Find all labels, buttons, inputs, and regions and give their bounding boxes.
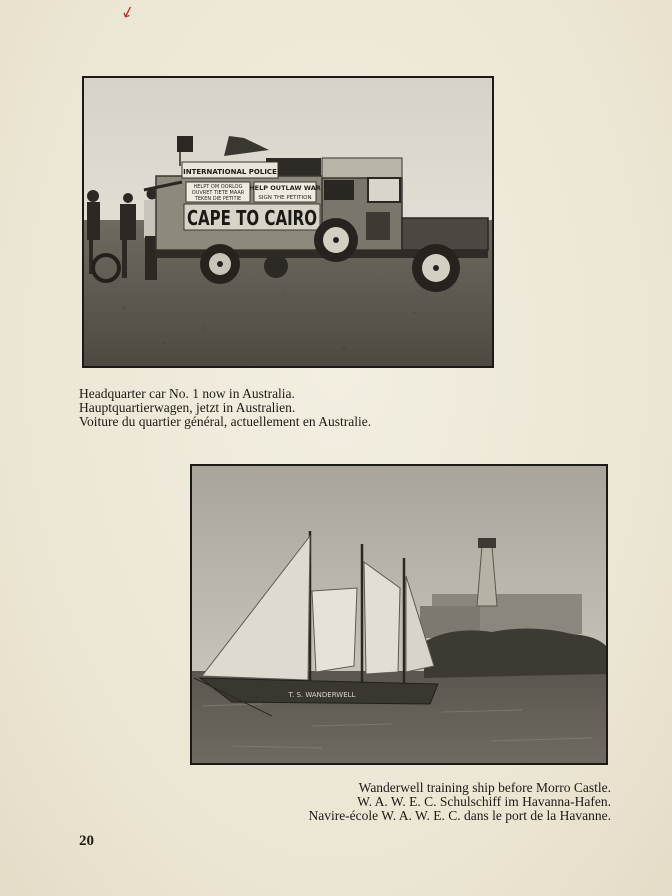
sign-dutch-line-3: TEKEN DIE PETITIE: [194, 196, 242, 202]
photo-headquarter-car: [82, 76, 494, 368]
photo-training-ship: [190, 464, 608, 765]
caption-german: Hauptquartierwagen, jetzt in Australien.: [79, 400, 296, 415]
caption-english: Wanderwell training ship before Morro Castle.: [358, 780, 611, 795]
sign-cape-to-cairo: CAPE TO CAIRO: [187, 206, 317, 230]
caption-english: Headquarter car No. 1 now in Australia.: [79, 386, 295, 401]
caption-headquarter-car: [79, 387, 371, 429]
page-number: 20: [79, 833, 94, 849]
sign-outlaw-war: HELP OUTLAW WAR: [249, 184, 321, 192]
hull-name: T. S. WANDERWELL: [288, 691, 356, 699]
caption-training-ship: [308, 781, 611, 823]
caption-french: Navire-école W. A. W. E. C. dans le port de la Havanne.: [308, 808, 611, 823]
car-photo-drawing: [84, 78, 492, 366]
sign-petition: SIGN THE PETITION: [258, 195, 312, 201]
sign-dutch-line-2: OUVRET TIETE MAAR: [191, 190, 245, 196]
caption-german: W. A. W. E. C. Schulschiff im Havanna-Hafen.: [357, 794, 611, 809]
sign-dutch-line-1: HELPT OM OORLOG: [193, 184, 243, 190]
ship-photo-drawing: [192, 466, 606, 763]
caption-french: Voiture du quartier général, actuellement en Australie.: [79, 414, 372, 429]
sign-international-police: INTERNATIONAL POLICE: [183, 168, 277, 176]
pencil-mark: ↙: [118, 0, 138, 23]
